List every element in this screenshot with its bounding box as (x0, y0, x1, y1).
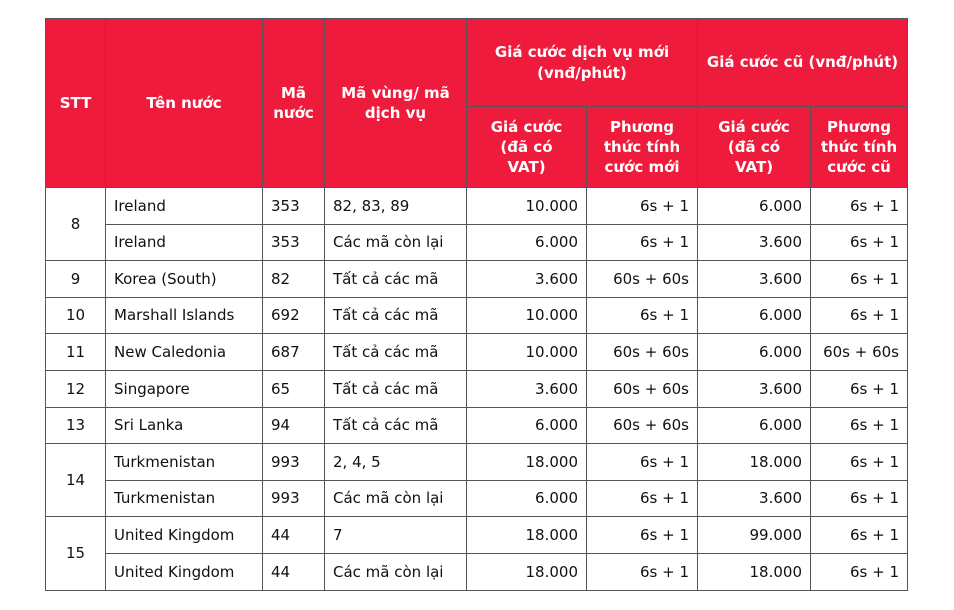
new-price-cell: 18.000 (467, 517, 587, 554)
header-area-code: Mã vùng/ mã dịch vụ (325, 19, 467, 188)
table-row (46, 261, 908, 298)
header-old-method: Phương thức tính cước cũ (811, 107, 908, 188)
area-cell: Tất cả các mã (325, 261, 467, 298)
old-method-cell: 6s + 1 (811, 261, 908, 298)
header-old-price: Giá cước (đã có VAT) (698, 107, 811, 188)
code-cell: 993 (263, 480, 325, 517)
country-cell: Ireland (106, 224, 263, 261)
stt-cell: 14 (46, 444, 106, 517)
table-row (46, 224, 908, 261)
code-cell: 65 (263, 370, 325, 407)
area-cell: 82, 83, 89 (325, 188, 467, 225)
old-method-cell: 6s + 1 (811, 224, 908, 261)
old-price-cell: 6.000 (698, 188, 811, 225)
old-method-cell: 6s + 1 (811, 517, 908, 554)
old-method-cell: 6s + 1 (811, 370, 908, 407)
country-cell: Sri Lanka (106, 407, 263, 444)
table-row (46, 480, 908, 517)
header-new-price: Giá cước (đã có VAT) (467, 107, 587, 188)
new-method-cell: 6s + 1 (587, 297, 698, 334)
old-price-cell: 6.000 (698, 407, 811, 444)
stt-cell: 8 (46, 188, 106, 261)
new-method-cell: 60s + 60s (587, 370, 698, 407)
table-row (46, 334, 908, 371)
new-method-cell: 60s + 60s (587, 407, 698, 444)
new-price-cell: 10.000 (467, 297, 587, 334)
area-cell: 7 (325, 517, 467, 554)
country-cell: United Kingdom (106, 517, 263, 554)
country-cell: Turkmenistan (106, 444, 263, 481)
new-price-cell: 10.000 (467, 334, 587, 371)
table-row (46, 188, 908, 225)
area-cell: Tất cả các mã (325, 334, 467, 371)
old-price-cell: 99.000 (698, 517, 811, 554)
table-row (46, 553, 908, 590)
area-cell: Các mã còn lại (325, 224, 467, 261)
old-method-cell: 6s + 1 (811, 407, 908, 444)
code-cell: 44 (263, 553, 325, 590)
new-method-cell: 6s + 1 (587, 224, 698, 261)
new-method-cell: 6s + 1 (587, 517, 698, 554)
new-price-cell: 6.000 (467, 407, 587, 444)
stt-cell: 10 (46, 297, 106, 334)
new-method-cell: 6s + 1 (587, 444, 698, 481)
old-price-cell: 3.600 (698, 480, 811, 517)
header-old-rates: Giá cước cũ (vnđ/phút) (698, 19, 908, 107)
table-row (46, 297, 908, 334)
area-cell: Tất cả các mã (325, 297, 467, 334)
table-row (46, 444, 908, 481)
new-price-cell: 3.600 (467, 370, 587, 407)
code-cell: 993 (263, 444, 325, 481)
old-method-cell: 6s + 1 (811, 553, 908, 590)
old-price-cell: 6.000 (698, 297, 811, 334)
area-cell: Các mã còn lại (325, 553, 467, 590)
table-row (46, 370, 908, 407)
stt-cell: 13 (46, 407, 106, 444)
new-method-cell: 60s + 60s (587, 261, 698, 298)
country-cell: United Kingdom (106, 553, 263, 590)
code-cell: 353 (263, 224, 325, 261)
old-price-cell: 3.600 (698, 370, 811, 407)
code-cell: 94 (263, 407, 325, 444)
country-cell: Singapore (106, 370, 263, 407)
country-cell: Ireland (106, 188, 263, 225)
new-price-cell: 18.000 (467, 444, 587, 481)
old-method-cell: 6s + 1 (811, 480, 908, 517)
old-price-cell: 6.000 (698, 334, 811, 371)
old-method-cell: 6s + 1 (811, 444, 908, 481)
code-cell: 82 (263, 261, 325, 298)
country-cell: Turkmenistan (106, 480, 263, 517)
new-price-cell: 10.000 (467, 188, 587, 225)
new-price-cell: 18.000 (467, 553, 587, 590)
old-price-cell: 18.000 (698, 444, 811, 481)
stt-cell: 9 (46, 261, 106, 298)
stt-cell: 12 (46, 370, 106, 407)
new-method-cell: 6s + 1 (587, 188, 698, 225)
old-method-cell: 6s + 1 (811, 297, 908, 334)
new-price-cell: 6.000 (467, 480, 587, 517)
old-price-cell: 3.600 (698, 261, 811, 298)
header-new-rates: Giá cước dịch vụ mới (vnđ/phút) (467, 19, 698, 107)
stt-cell: 11 (46, 334, 106, 371)
country-cell: New Caledonia (106, 334, 263, 371)
area-cell: Tất cả các mã (325, 370, 467, 407)
country-cell: Marshall Islands (106, 297, 263, 334)
code-cell: 44 (263, 517, 325, 554)
new-method-cell: 6s + 1 (587, 480, 698, 517)
area-cell: Tất cả các mã (325, 407, 467, 444)
new-method-cell: 6s + 1 (587, 553, 698, 590)
table-row (46, 517, 908, 554)
new-price-cell: 6.000 (467, 224, 587, 261)
old-method-cell: 60s + 60s (811, 334, 908, 371)
country-cell: Korea (South) (106, 261, 263, 298)
code-cell: 692 (263, 297, 325, 334)
stt-cell: 15 (46, 517, 106, 590)
area-cell: Các mã còn lại (325, 480, 467, 517)
old-price-cell: 18.000 (698, 553, 811, 590)
header-country-code: Mã nước (263, 19, 325, 188)
header-stt: STT (46, 19, 106, 188)
code-cell: 687 (263, 334, 325, 371)
new-method-cell: 60s + 60s (587, 334, 698, 371)
area-cell: 2, 4, 5 (325, 444, 467, 481)
old-method-cell: 6s + 1 (811, 188, 908, 225)
rate-table (45, 18, 908, 591)
table-row (46, 407, 908, 444)
code-cell: 353 (263, 188, 325, 225)
new-price-cell: 3.600 (467, 261, 587, 298)
header-new-method: Phương thức tính cước mới (587, 107, 698, 188)
old-price-cell: 3.600 (698, 224, 811, 261)
header-country: Tên nước (106, 19, 263, 188)
